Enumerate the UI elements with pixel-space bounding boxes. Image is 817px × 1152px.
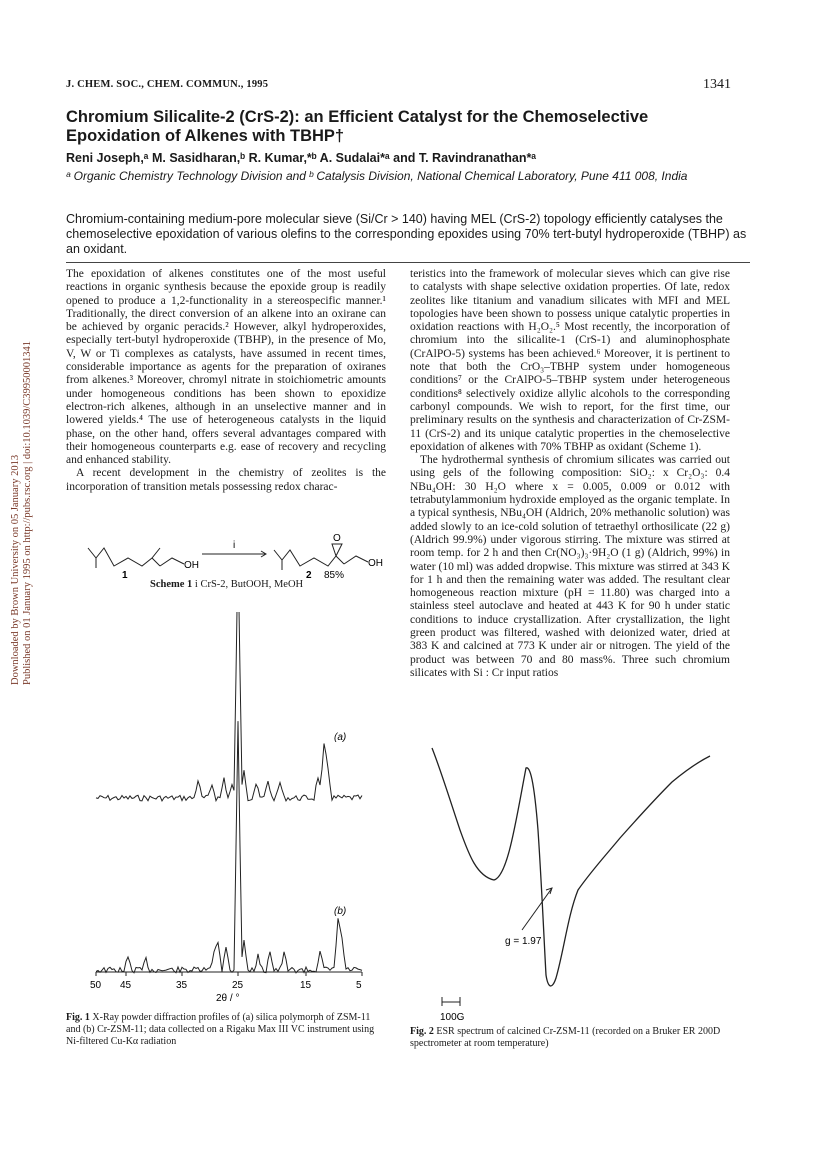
body-paragraph: The hydrothermal synthesis of chromium silicates was carried out using gels of the following composition: SiO₂: x Cr₂O₃: 0.4 NBu₄OH: 30 H₂O where x = 0.005, 0.009 or 0.012 with tetrabutylammonium hydroxide employed as the organic template. In a typical synthesis, NBu₄OH (Aldrich, 20% methanolic solution) was added slowly to an ice-cold solution of tetraethyl orthosilicate (22 g) (Aldrich 99.9%) under vigorous stirring. The mixture was stirred at room temp. for 2 h and then Cr(NO₃)₃·9H₂O (1 g) (Aldrich, 99%) in water (10 ml) was added dropwise. This mixture was stirred at 343 K for 1 h and then the remaining water was added. The resultant clear homogeneous reaction mixture (pH = 11.80) was charged into a stainless steel autoclave and heated at 443 K for 90 h under static conditions to induce crystallization. After crystallization, the light green product was filtered, washed with deionized water, dried at 383 K and calcined at 773 K under air or nitrogen. The yield of the product was between 70 and 80 mass%. Three such chromium silicates with Si : Cr input ratios [410,454,730,679]
trace-a-label: (a) [334,732,347,743]
author-list: Reni Joseph,ᵃ M. Sasidharan,ᵇ R. Kumar,*ᵇ A. Sudalai*ᵃ and T. Ravindranathan*ᵃ [66,151,537,165]
oh-left: OH [184,560,199,571]
scheme-1-structure [66,528,386,580]
fig1-xrd-plot [66,612,386,1012]
xrd-trace-b [96,721,362,973]
x-tick-label: 35 [176,980,188,991]
right-column [410,268,730,680]
running-head: J. CHEM. SOC., CHEM. COMMUN., 1995 [66,79,269,90]
body-paragraph: The epoxidation of alkenes constitutes one of the most useful reactions in organic synthesis because the epoxide group is readily opened to produce a 1,2-functionality in a stereospecific manner.¹ Traditionally, the direct conversion of an alkene into an oxirane can be achieved by organic peracids.² However, alkyl hydroperoxides, especially tert-butyl hydroperoxide (TBHP), in the presence of Mo, V, W or Ti complexes as catalysts, have assumed in recent times, considerable importance as agents for the preparation of oxiranes from alkenes.³ Moreover, chromyl nitrate in stoichiometric amounts under homogeneous conditions has been shown to epoxidize electron-rich alkenes, although in an unselective manner and in lowered yields.⁴ The use of heterogeneous catalysts in the liquid phase, on the other hand, offers several advantages compared with their homogeneous counterparts e.g. ease of recovery and recycling and enhanced stability. [66,268,386,467]
x-tick-label: 45 [120,980,132,991]
g-value-label: g = 1.97 [505,936,542,947]
body-paragraph: teristics into the framework of molecular sieves which can give rise to catalysts with shape selective oxidation properties. Of late, redox zeolites like titanium and vanadium silicates with MFI and MEL topologies have been shown to possess unique catalytic properties in oxidation reactions with H₂O₂.⁵ Most recently, the incorporation of chromium into the silicalite-1 (CrS-1) and aluminophosphate (CrAlPO-5) systems has been achieved.⁶ Moreover, it is pertinent to note that both the CrO₃–TBHP system under homogeneous conditions⁷ or the CrAlPO-5–TBHP system under heterogeneous conditions⁸ selectively oxidize allylic alcohols to the corresponding carbonyl compounds. We wish to report, for the first time, our preliminary results on the synthesis and characterization of Cr-ZSM-11 (CrS-2) and its unique catalytic properties in the chemoselective epoxidation of alkenes with 70% TBHP as oxidant (Scheme 1). [410,268,730,453]
article-title: Chromium Silicalite-2 (CrS-2): an Efficient Catalyst for the Chemoselective Epoxidation of Alkenes with TBHP† [66,108,649,145]
header-rule [66,262,750,263]
compound-2-number: 2 [306,570,312,580]
body-paragraph: A recent development in the chemistry of zeolites is the incorporation of transition metals possessing redox charac- [66,467,386,493]
fig1-caption [66,1012,386,1048]
oh-right: OH [368,558,383,569]
xrd-x-label: 2θ / ° [216,993,240,1004]
xrd-trace-a [96,612,362,801]
affiliations: ᵃ Organic Chemistry Technology Division and ᵇ Catalysis Division, National Chemical Laboratory, Pune 411 008, India [66,169,688,183]
x-tick-label: 15 [300,980,312,991]
trace-b-label: (b) [334,906,347,917]
published-note[interactable]: Published on 01 January 1995 on http://pubs.rsc.org | doi:10.1039/C39950001341 [22,340,33,685]
fig2-caption-label: Fig. 2 [410,1026,434,1037]
download-sidebar [6,325,33,685]
page-number: 1341 [703,77,731,92]
arrow-label: i [233,540,236,551]
field-scale-bar [442,997,460,1006]
left-column [66,268,386,494]
scheme-caption [150,579,303,590]
compound-2-skeleton [274,550,344,566]
epoxide-o: O [333,533,341,544]
x-tick-label: 25 [232,980,244,991]
fig1-caption-text: X-Ray powder diffraction profiles of (a) silica polymorph of ZSM-11 and (b) Cr-ZSM-11; data collected on a Rigaku Max III VC instrument using Ni-filtered Cu-Kα radiation [66,1012,375,1047]
fig2-caption [410,1026,730,1050]
esr-trace [432,748,710,986]
compound-1-skeleton [88,548,160,566]
fig2-esr-spectrum [410,740,730,1025]
abstract: Chromium-containing medium-pore molecular sieve (Si/Cr > 140) having MEL (CrS-2) topology efficiently catalyses the chemoselective epoxidation of various olefins to the corresponding epoxides using 70% tert-butyl hydroperoxide (TBHP) as an oxidant. [66,212,747,256]
fig2-caption-text: ESR spectrum of calcined Cr-ZSM-11 (recorded on a Bruker ER 200D spectrometer at room temperature) [410,1026,721,1049]
yield-label: 85% [324,570,345,580]
fig1-caption-label: Fig. 1 [66,1012,90,1023]
x-tick-label: 50 [90,980,102,991]
downloaded-note: Downloaded by Brown University on 05 January 2013 [10,454,21,685]
field-scale-label: 100G [440,1012,465,1023]
g-pointer-line [522,888,552,930]
scheme-caption-label: Scheme 1 [150,579,193,590]
scheme-caption-text: i CrS-2, ButOOH, MeOH [192,579,304,590]
compound-1-number: 1 [122,570,128,580]
x-tick-label: 5 [356,980,362,991]
